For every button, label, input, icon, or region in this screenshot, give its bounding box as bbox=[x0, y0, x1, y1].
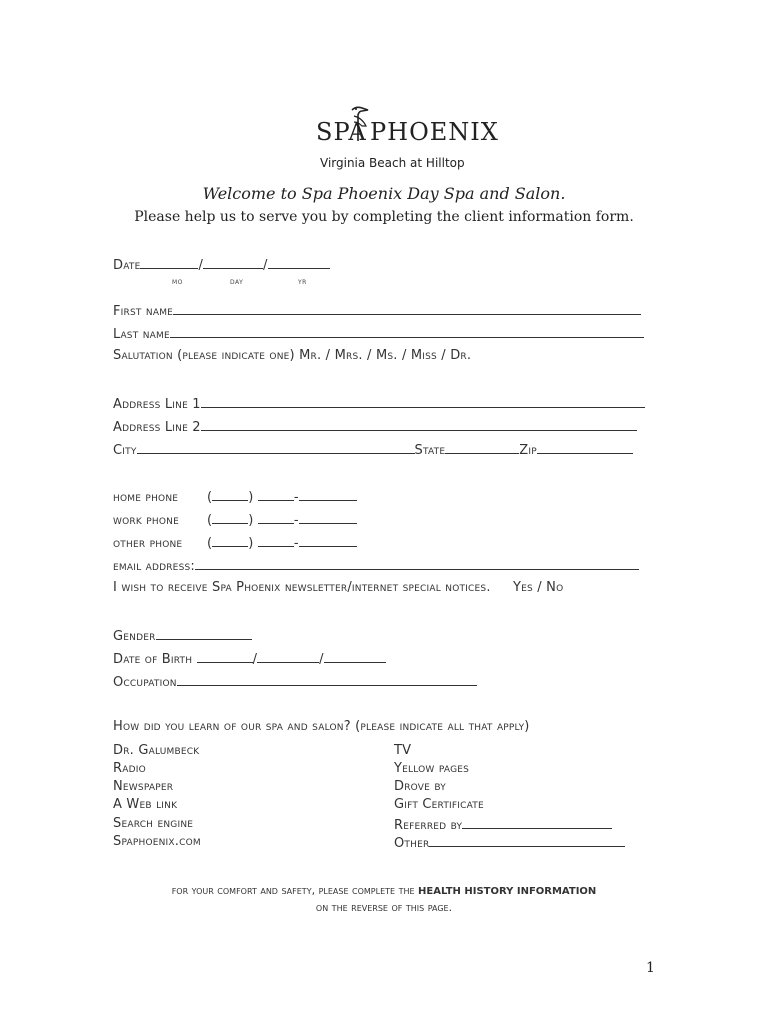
dob-year-field[interactable] bbox=[324, 650, 386, 663]
dob-row: Date of Birth / / bbox=[113, 650, 386, 667]
referral-option[interactable]: Spaphoenix.com bbox=[113, 834, 201, 849]
referral-option[interactable]: Other bbox=[394, 836, 430, 851]
other-phone-row: other phone ( ) - bbox=[113, 534, 357, 551]
referral-option[interactable]: Yellow pages bbox=[394, 761, 470, 776]
other-row bbox=[394, 834, 625, 851]
occupation-row bbox=[113, 673, 477, 690]
zip-label: Zip bbox=[519, 443, 537, 458]
newsletter-label: I wish to receive Spa Phoenix newsletter/internet special notices. bbox=[113, 580, 491, 595]
salutation-row: Salutation (please indicate one) Mr. / Mrs. / Ms. / Miss / Dr. bbox=[113, 348, 472, 363]
health-note-bold: HEALTH HISTORY INFORMATION bbox=[418, 886, 597, 897]
first-name-row bbox=[113, 302, 641, 319]
gender-field[interactable] bbox=[156, 627, 252, 640]
occupation-field[interactable] bbox=[177, 673, 477, 686]
other-phone-line-field[interactable] bbox=[299, 534, 357, 547]
referral-option[interactable]: Drove by bbox=[394, 779, 446, 794]
work-phone-line-field[interactable] bbox=[299, 511, 357, 524]
page-number: 1 bbox=[646, 960, 655, 976]
gender-row bbox=[113, 627, 252, 644]
health-note-text: for your comfort and safety, please complete the bbox=[171, 884, 415, 897]
address2-label: Address Line 2 bbox=[113, 420, 201, 435]
last-name-label: Last name bbox=[113, 327, 170, 342]
other-field[interactable] bbox=[429, 834, 625, 847]
date-day-input[interactable] bbox=[203, 256, 263, 269]
referral-option[interactable]: Radio bbox=[113, 761, 146, 776]
welcome-heading: Welcome to Spa Phoenix Day Spa and Salon. bbox=[202, 184, 566, 203]
referred-by-row bbox=[394, 816, 612, 833]
logo-tagline: Virginia Beach at Hilltop bbox=[320, 156, 465, 170]
address1-row bbox=[113, 395, 645, 412]
home-phone-label: home phone bbox=[113, 490, 179, 505]
address1-field[interactable] bbox=[201, 395, 645, 408]
last-name-field[interactable] bbox=[170, 325, 644, 338]
date-day-hint: DAY bbox=[230, 279, 244, 286]
logo-word-phoenix: PHOENIX bbox=[370, 118, 499, 146]
home-phone-area-field[interactable] bbox=[212, 488, 248, 501]
referral-option[interactable]: Dr. Galumbeck bbox=[113, 743, 200, 758]
city-row bbox=[113, 441, 633, 458]
email-field[interactable] bbox=[195, 557, 639, 570]
work-phone-prefix-field[interactable] bbox=[258, 511, 294, 524]
home-phone-prefix-field[interactable] bbox=[258, 488, 294, 501]
address2-field[interactable] bbox=[201, 418, 637, 431]
logo-word-spa: SPA bbox=[316, 118, 367, 146]
other-phone-prefix-field[interactable] bbox=[258, 534, 294, 547]
referral-option[interactable]: Referred by bbox=[394, 818, 463, 833]
date-row: Date / / bbox=[113, 256, 330, 273]
address2-row bbox=[113, 418, 637, 435]
first-name-field[interactable] bbox=[173, 302, 641, 315]
first-name-label: First name bbox=[113, 304, 174, 319]
occupation-label: Occupation bbox=[113, 675, 177, 690]
home-phone-row: home phone ( ) - bbox=[113, 488, 357, 505]
health-history-note-line2: on the reverse of this page. bbox=[315, 901, 453, 914]
work-phone-area-field[interactable] bbox=[212, 511, 248, 524]
health-history-note bbox=[0, 884, 768, 897]
dob-label: Date of Birth bbox=[113, 652, 193, 667]
date-yr-hint: YR bbox=[298, 279, 307, 286]
referral-option[interactable]: Newspaper bbox=[113, 779, 174, 794]
date-year-input[interactable] bbox=[268, 256, 330, 269]
date-label: Date bbox=[113, 258, 141, 273]
city-field[interactable] bbox=[137, 441, 415, 454]
other-phone-area-field[interactable] bbox=[212, 534, 248, 547]
referral-option[interactable]: Gift Certificate bbox=[394, 797, 484, 812]
gender-label: Gender bbox=[113, 629, 156, 644]
address1-label: Address Line 1 bbox=[113, 397, 201, 412]
logo bbox=[316, 104, 499, 174]
referral-option[interactable]: A Web link bbox=[113, 797, 178, 812]
referral-option[interactable]: Search engine bbox=[113, 816, 194, 831]
intro-text: Please help us to serve you by completing the client information form. bbox=[134, 209, 634, 225]
city-label: City bbox=[113, 443, 137, 458]
referral-option[interactable]: TV bbox=[394, 743, 412, 758]
last-name-row bbox=[113, 325, 644, 342]
referral-question: How did you learn of our spa and salon? (please indicate all that apply) bbox=[113, 719, 530, 734]
home-phone-line-field[interactable] bbox=[299, 488, 357, 501]
state-field[interactable] bbox=[445, 441, 519, 454]
date-month-input[interactable] bbox=[140, 256, 198, 269]
state-label: State bbox=[414, 443, 446, 458]
zip-field[interactable] bbox=[537, 441, 633, 454]
other-phone-label: other phone bbox=[113, 536, 183, 551]
dob-day-field[interactable] bbox=[257, 650, 319, 663]
email-label: email address: bbox=[113, 559, 195, 574]
email-row bbox=[113, 557, 639, 574]
work-phone-label: work phone bbox=[113, 513, 179, 528]
newsletter-yes-no[interactable]: Yes / No bbox=[513, 580, 564, 595]
newsletter-row bbox=[113, 580, 563, 595]
date-mo-hint: MO bbox=[172, 279, 183, 286]
referred-by-field[interactable] bbox=[462, 816, 612, 829]
work-phone-row: work phone ( ) - bbox=[113, 511, 357, 528]
dob-month-field[interactable] bbox=[197, 650, 253, 663]
